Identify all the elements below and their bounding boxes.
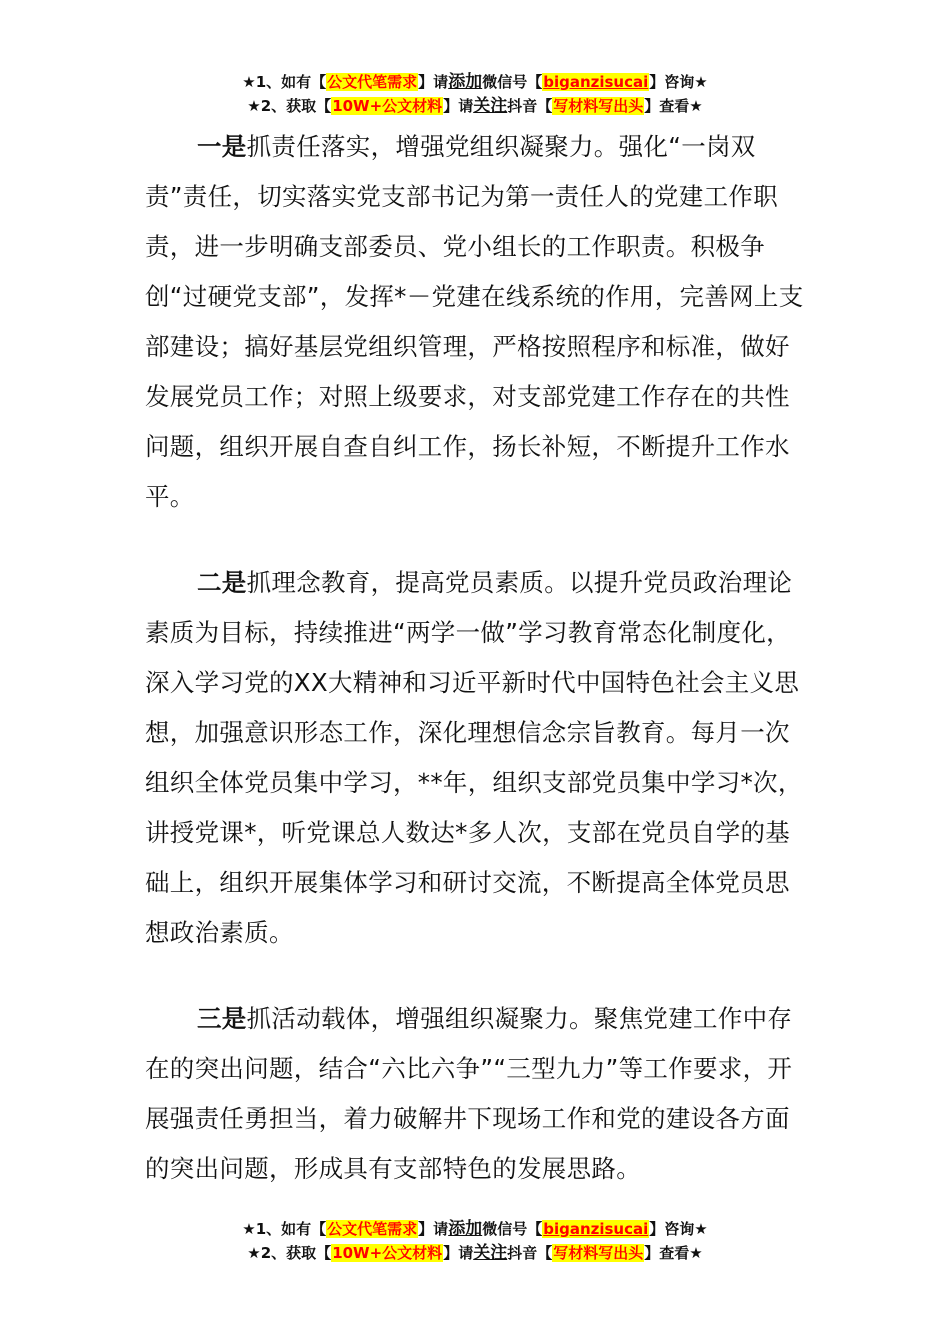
wechat-id-link[interactable]: biganzisucai bbox=[543, 73, 649, 91]
banner-text: ★2、获取【 bbox=[247, 97, 332, 115]
highlight-service: 公文代笔需求 bbox=[327, 1220, 418, 1238]
paragraph-lead: 一是 bbox=[197, 132, 247, 161]
banner-text: 】请 bbox=[443, 97, 474, 115]
banner-text: 】请 bbox=[418, 1220, 449, 1238]
douyin-account[interactable]: 写材料写出头 bbox=[553, 97, 644, 115]
douyin-account[interactable]: 写材料写出头 bbox=[553, 1244, 644, 1262]
banner-emphasis: 添加 bbox=[448, 1219, 483, 1239]
banner-text: 抖音【 bbox=[507, 97, 553, 115]
banner-text: 】查看★ bbox=[644, 1244, 703, 1262]
banner-emphasis: 关注 bbox=[473, 96, 508, 116]
paragraph-lead: 二是 bbox=[197, 568, 247, 597]
highlight-materials: 10W+公文材料 bbox=[332, 97, 443, 115]
paragraph-text: 抓理念教育，提高党员素质。以提升党员政治理论素质为目标，持续推进“两学一做”学习教育常态化制度化，深入学习党的XX大精神和习近平新时代中国特色社会主义思想，加强意识形态工作，深化理想信念宗旨教育。每月一次组织全体党员集中学习，**年，组织支部党员集中学习*次，讲授党课*，听党课总人数达*多人次，支部在党员自学的基础上，组织开展集体学习和研讨交流，不断提高全体党员思想政治素质。 bbox=[145, 568, 803, 947]
banner-text: 】请 bbox=[418, 73, 449, 91]
banner-line-2 bbox=[0, 94, 950, 118]
banner-text: ★1、如有【 bbox=[242, 73, 327, 91]
paragraph-3 bbox=[145, 994, 805, 1194]
wechat-id-link[interactable]: biganzisucai bbox=[543, 1220, 649, 1238]
banner-line-1 bbox=[0, 1217, 950, 1241]
paragraph-1 bbox=[145, 122, 805, 522]
highlight-materials: 10W+公文材料 bbox=[332, 1244, 443, 1262]
paragraph-2 bbox=[145, 558, 805, 958]
paragraph-text: 抓责任落实，增强党组织凝聚力。强化“一岗双责”责任，切实落实党支部书记为第一责任人的党建工作职责，进一步明确支部委员、党小组长的工作职责。积极争创“过硬党支部”，发挥*－党建在线系统的作用，完善网上支部建设；搞好基层党组织管理，严格按照程序和标准，做好发展党员工作；对照上级要求，对支部党建工作存在的共性问题，组织开展自查自纠工作，扬长补短，不断提升工作水平。 bbox=[145, 132, 804, 511]
paragraph-lead: 三是 bbox=[197, 1004, 247, 1033]
paragraph-text: 抓活动载体，增强组织凝聚力。聚焦党建工作中存在的突出问题，结合“六比六争”“三型九力”等工作要求，开展强责任勇担当，着力破解井下现场工作和党的建设各方面的突出问题，形成具有支部特色的发展思路。 bbox=[145, 1004, 793, 1183]
banner-text: 】咨询★ bbox=[649, 73, 708, 91]
banner-text: 】请 bbox=[443, 1244, 474, 1262]
highlight-service: 公文代笔需求 bbox=[327, 73, 418, 91]
banner-text: 微信号【 bbox=[482, 1220, 543, 1238]
banner-text: 】查看★ bbox=[644, 97, 703, 115]
banner-text: 抖音【 bbox=[507, 1244, 553, 1262]
document-body bbox=[145, 122, 805, 1194]
banner-emphasis: 添加 bbox=[448, 72, 483, 92]
footer-banner bbox=[0, 1217, 950, 1265]
banner-text: ★1、如有【 bbox=[242, 1220, 327, 1238]
header-banner bbox=[0, 70, 950, 118]
banner-line-2 bbox=[0, 1241, 950, 1265]
banner-text: ★2、获取【 bbox=[247, 1244, 332, 1262]
banner-emphasis: 关注 bbox=[473, 1243, 508, 1263]
banner-text: 】咨询★ bbox=[649, 1220, 708, 1238]
banner-line-1 bbox=[0, 70, 950, 94]
banner-text: 微信号【 bbox=[482, 73, 543, 91]
